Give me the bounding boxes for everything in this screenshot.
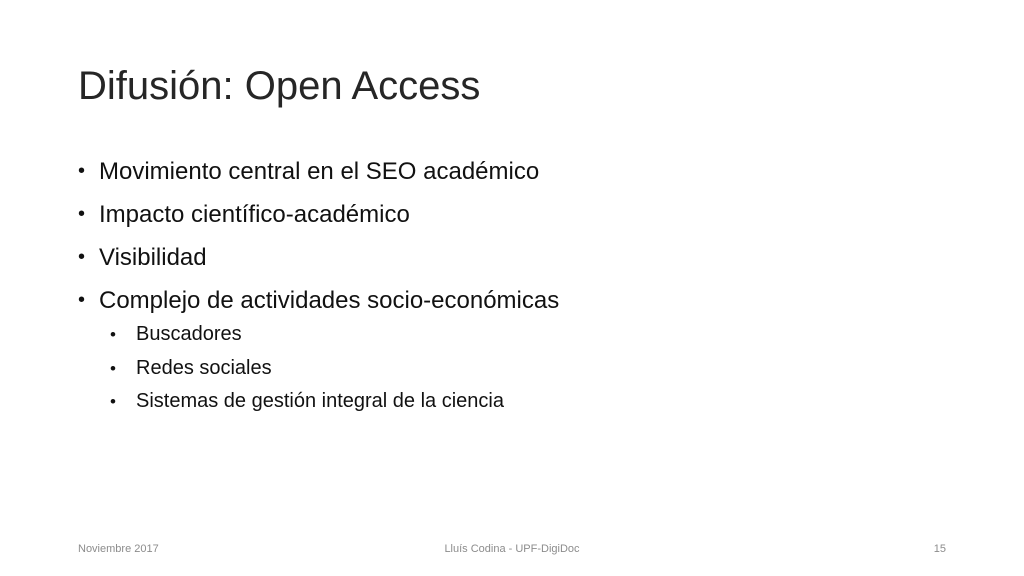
bullet-text: Impacto científico-académico <box>99 201 410 228</box>
bullet-list <box>78 150 958 419</box>
bullet-text: Complejo de actividades socio-económicas <box>99 287 560 314</box>
sub-bullet-item <box>110 385 958 419</box>
bullet-icon: • <box>78 246 86 268</box>
sub-bullet-list <box>78 318 958 419</box>
footer-page-number: 15 <box>933 543 946 555</box>
sub-bullet-group <box>78 318 958 419</box>
slide-title: Difusión: Open Access <box>78 64 481 108</box>
footer-author: Lluís Codina - UPF-DigiDoc <box>444 543 580 555</box>
sub-bullet-icon: • <box>110 392 116 411</box>
bullet-text: Visibilidad <box>99 244 207 271</box>
bullet-icon: • <box>78 160 86 182</box>
sub-bullet-icon: • <box>110 358 116 378</box>
bullet-item <box>78 193 958 236</box>
sub-bullet-text: Redes sociales <box>136 356 272 379</box>
bullet-icon: • <box>78 289 86 311</box>
bullet-text: Movimiento central en el SEO académico <box>99 158 540 185</box>
sub-bullet-text: Buscadores <box>136 323 242 345</box>
sub-bullet-icon: • <box>110 325 116 344</box>
bullet-item <box>78 279 958 322</box>
bullet-icon: • <box>78 203 86 225</box>
footer-date: Noviembre 2017 <box>78 543 159 555</box>
sub-bullet-item <box>110 352 958 386</box>
bullet-item <box>78 236 958 279</box>
sub-bullet-item <box>110 318 958 352</box>
sub-bullet-text: Sistemas de gestión integral de la ciencia <box>136 390 504 412</box>
bullet-item <box>78 150 958 193</box>
